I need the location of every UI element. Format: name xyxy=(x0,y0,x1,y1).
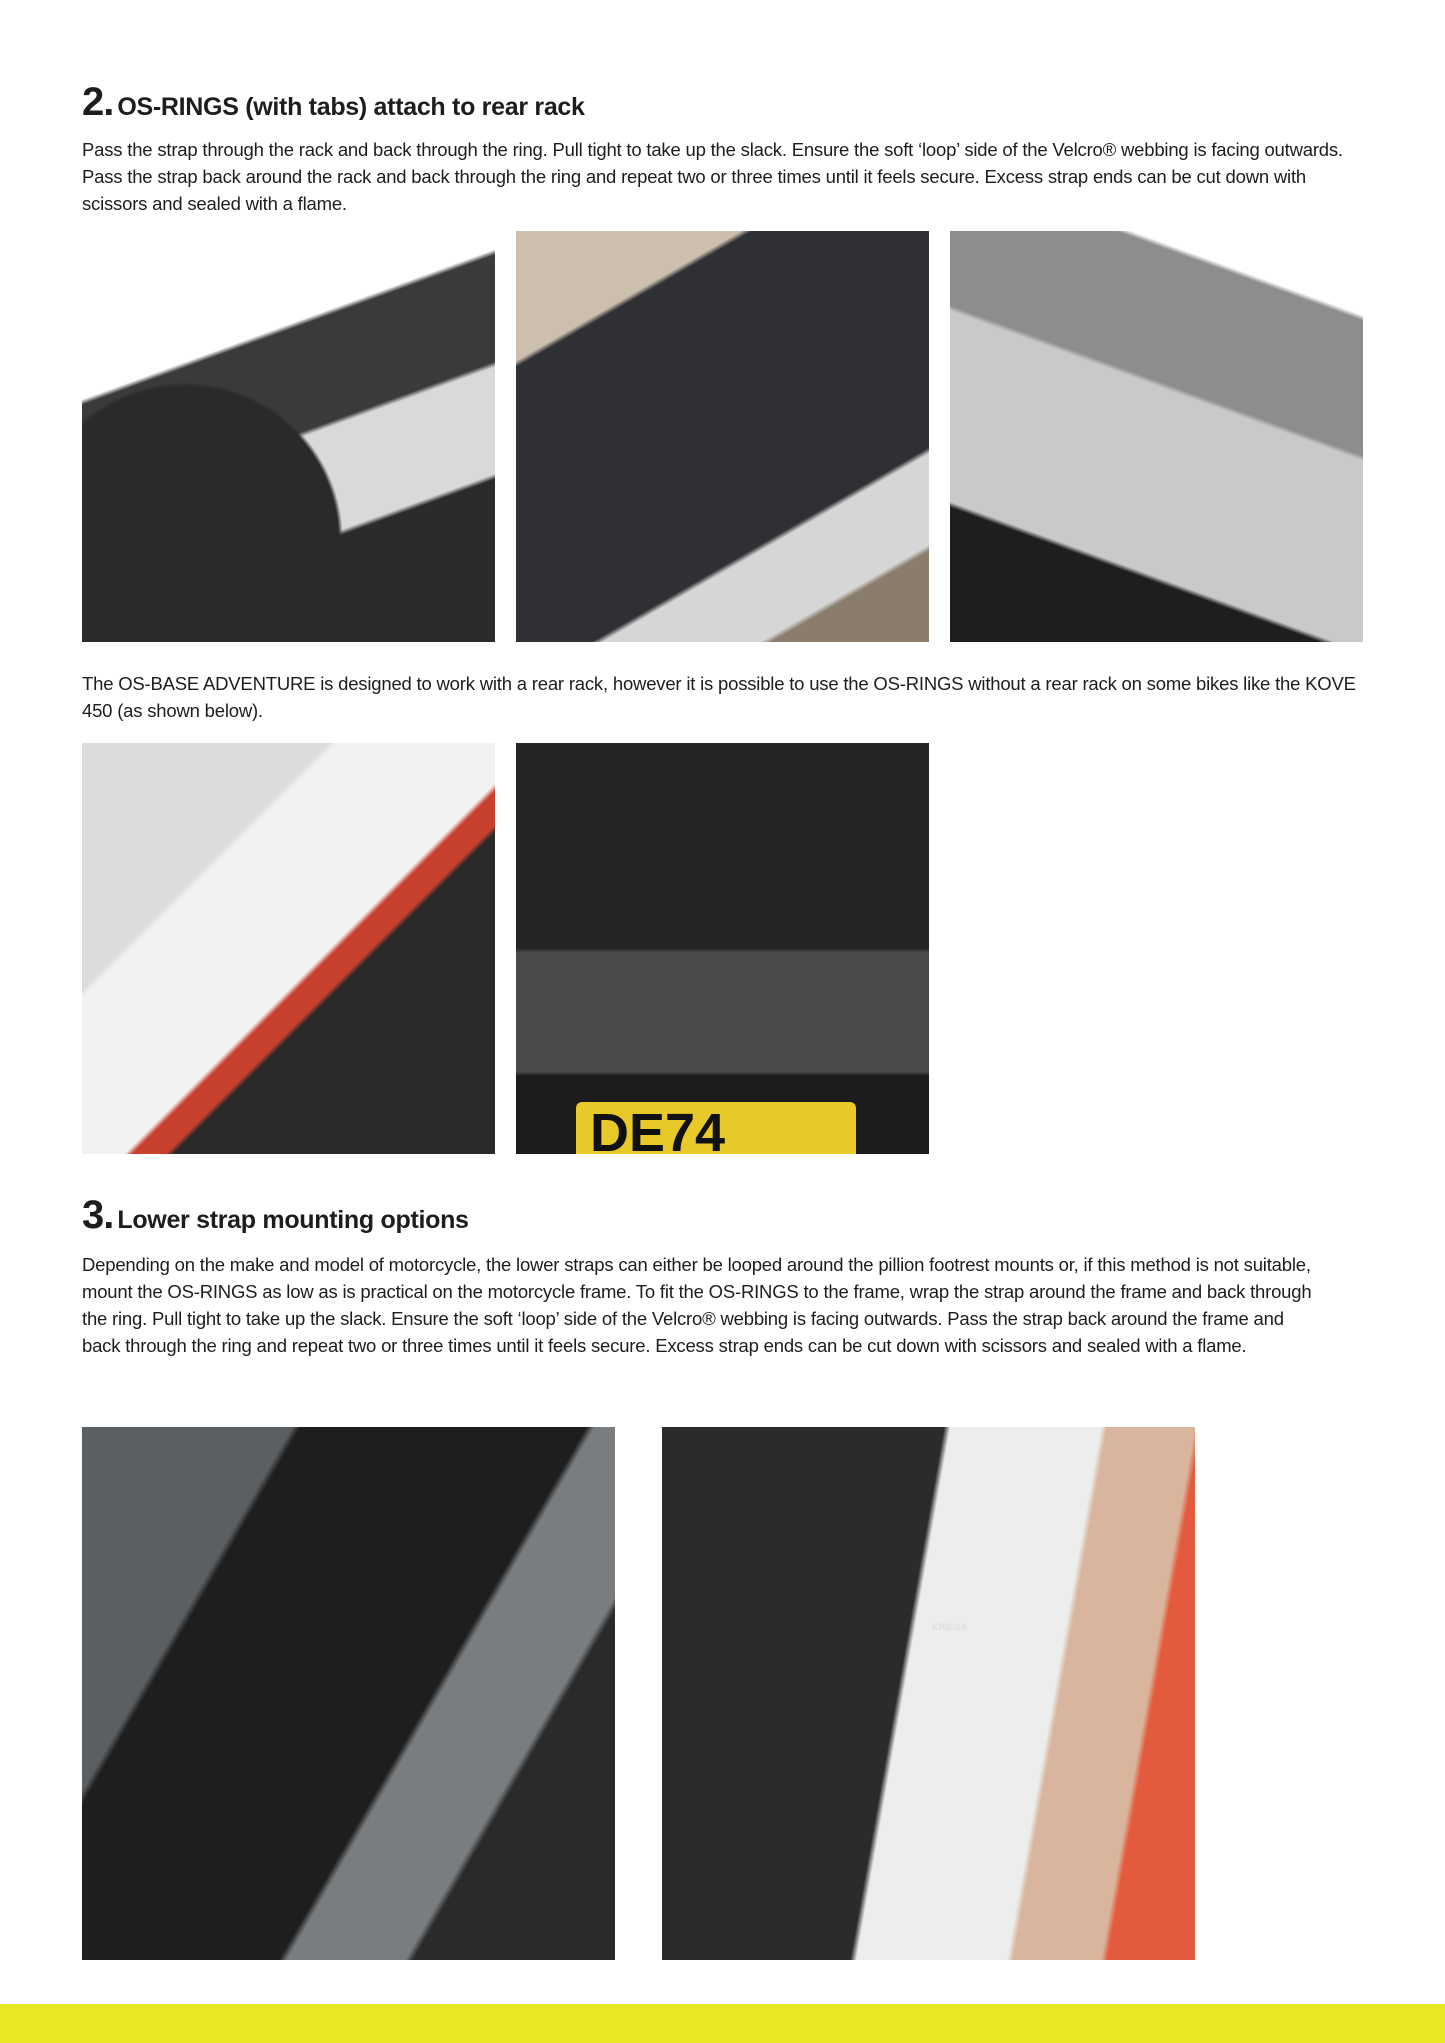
section-number: 3. xyxy=(82,1193,114,1237)
license-plate: DE74 xyxy=(576,1102,856,1154)
photo-kove-side xyxy=(82,743,495,1154)
ring-brand-text: KRIEGA xyxy=(932,1622,968,1632)
photo-kove-rear xyxy=(516,743,929,1154)
photo-rack-seat xyxy=(82,231,495,642)
footer-color-bar xyxy=(0,2004,1445,2043)
photo-rack-silver xyxy=(950,231,1363,642)
section-title: Lower strap mounting options xyxy=(117,1206,469,1234)
photo-rack-closeup xyxy=(516,231,929,642)
note-paragraph: The OS-BASE ADVENTURE is designed to work with a rear rack, however it is possible to use the OS-RINGS without a rear rack on some bikes like the KOVE 450 (as shown below). xyxy=(82,673,1356,721)
section-number: 2. xyxy=(82,80,114,124)
section-2-heading xyxy=(82,80,585,125)
section-3-paragraph: Depending on the make and model of motorcycle, the lower straps can either be looped around the pillion footrest mounts or, if this method is not suitable, mount the OS-RINGS as low as is practical on the motorcycle frame. To fit the OS-RINGS to the frame, wrap the strap around the frame and back through the ring. Pull tight to take up the slack. Ensure the soft ‘loop’ side of the Velcro® webbing is facing outwards. Pass the strap back around the frame and back through the ring and repeat two or three times until it feels secure. Excess strap ends can be cut down with scissors and sealed with a flame. xyxy=(82,1254,1312,1356)
photo-lower-strap-footrest xyxy=(82,1427,615,1960)
section-3-heading xyxy=(82,1193,469,1238)
section-title: OS-RINGS (with tabs) attach to rear rack xyxy=(117,93,585,121)
section-2-paragraph: Pass the strap through the rack and back through the ring. Pull tight to take up the slack. Ensure the soft ‘loop’ side of the Velcro® webbing is facing outwards. Pass the strap back around the rack and back through the ring and repeat two or three times until it feels secure. Excess strap ends can be cut down with scissors and sealed with a flame. xyxy=(82,139,1343,214)
photo-lower-strap-frame xyxy=(662,1427,1195,1960)
